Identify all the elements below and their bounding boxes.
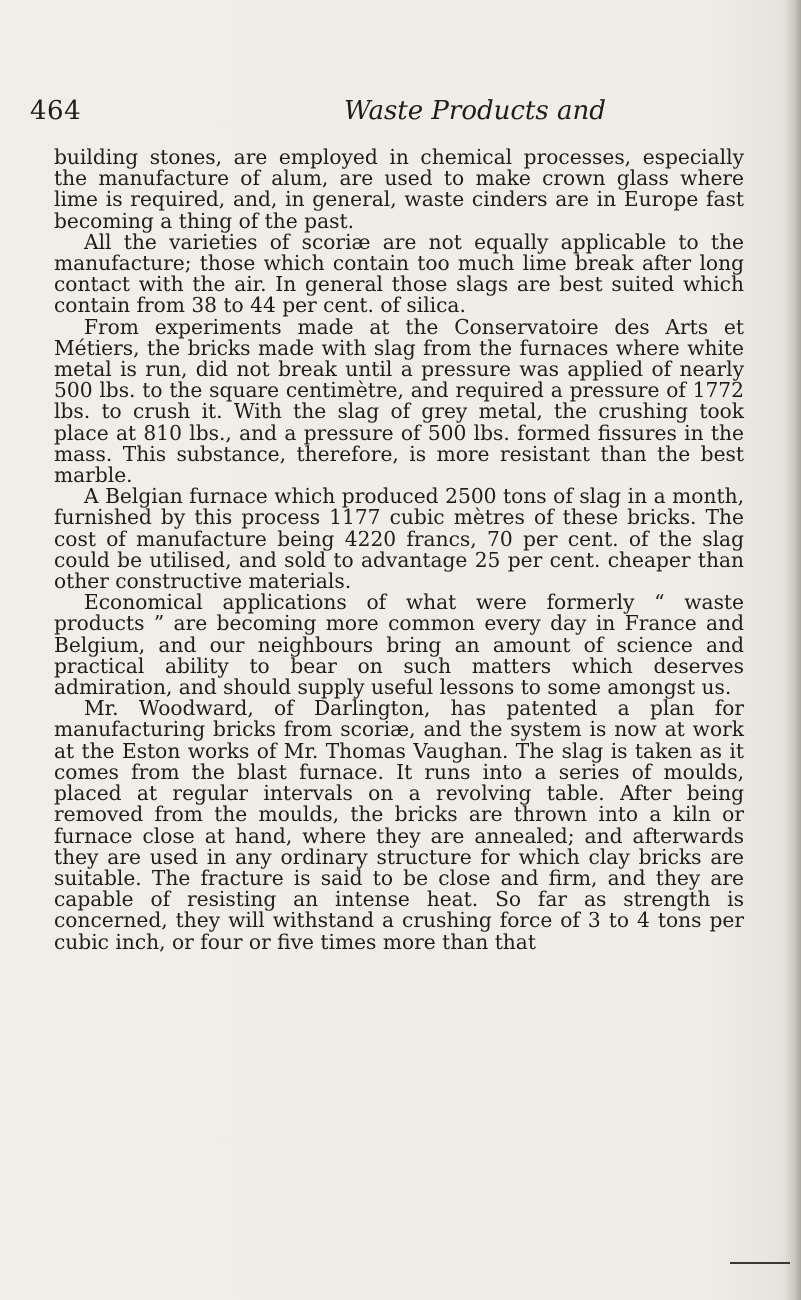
page-header xyxy=(0,96,801,136)
paragraph-continuation: building stones, are employed in chemical processes, especially the manufacture of alum, are used to make crown glass where lime is required, and, in general, waste cinders are in Europe fast becoming a thing of the past. xyxy=(54,145,744,233)
page-number: 464 xyxy=(30,96,82,126)
page-edge-shadow xyxy=(785,0,801,1300)
paragraph-economical-applications: Economical applications of what were formerly “ waste products ” are becoming more common every day in France and Belgium, and our neighbours bring an amount of science and practical ability to bear on such matters which deserves admiration, and should supply useful lessons to some amongst us. xyxy=(54,590,744,700)
bottom-edge-rule xyxy=(730,1262,790,1264)
paragraph-conservatoire-experiments: From experiments made at the Conservatoire des Arts et Métiers, the bricks made with slag from the furnaces where white metal is run, did not break until a pressure was applied of nearly 500 lbs. to the square centimètre, and required a pressure of 1772 lbs. to crush it. With the slag of grey metal, the crushing took place at 810 lbs., and a pressure of 500 lbs. formed fissures in the mass. This substance, therefore, is more resistant than the best marble. xyxy=(54,314,744,488)
running-head: Waste Products and xyxy=(344,96,606,126)
paragraph-woodward-patent: Mr. Woodward, of Darlington, has patented a plan for manufacturing bricks from scoriæ, and the system is now at work at the Eston works of Mr. Thomas Vaughan. The slag is taken as it comes from the blast furnace. It runs into a series of moulds, placed at regular intervals on a revolving table. After being removed from the moulds, the bricks are thrown into a kiln or furnace close at hand, where they are annealed; and afterwards they are used in any ordinary structure for which clay bricks are suitable. The fracture is said to be close and firm, and they are capable of resisting an intense heat. So far as strength is concerned, they will withstand a crushing force of 3 to 4 tons per cubic inch, or four or five times more than that xyxy=(54,696,744,954)
paragraph-belgian-furnace: A Belgian furnace which produced 2500 tons of slag in a month, furnished by this process 1177 cubic mètres of these bricks. The cost of manufacture being 4220 francs, 70 per cent. of the slag could be utilised, and sold to advantage 25 per cent. cheaper than other constructive materials. xyxy=(54,484,744,594)
body-text xyxy=(54,147,744,953)
paragraph-scoriae-varieties: All the varieties of scoriæ are not equally applicable to the manufacture; those which contain too much lime break after long contact with the air. In general those slags are best suited which contain from 38 to 44 per cent. of silica. xyxy=(54,229,744,318)
